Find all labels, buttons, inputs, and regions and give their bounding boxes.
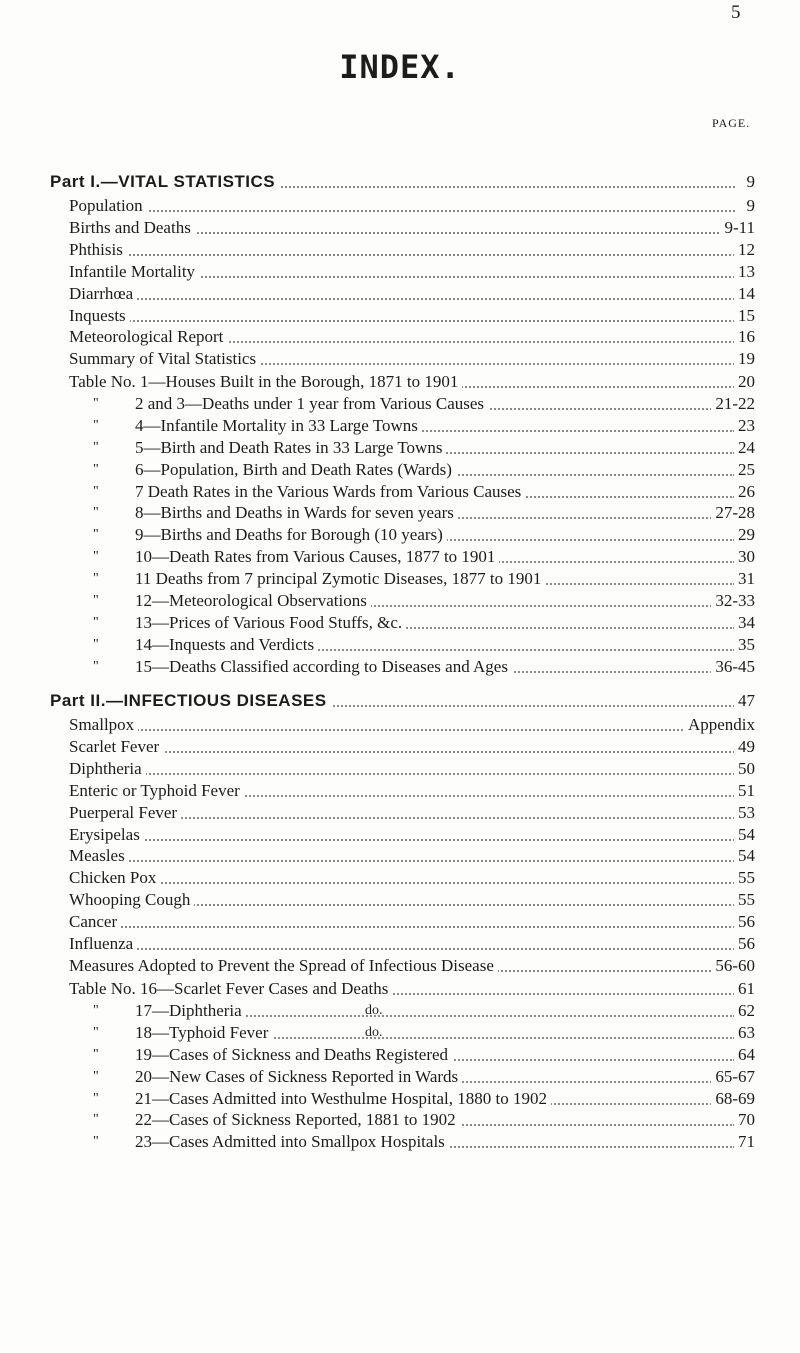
entry-label: Cancer: [69, 911, 121, 933]
entry-page: 36-45: [711, 656, 755, 678]
ditto-mark: ": [93, 417, 99, 433]
ditto-mark: ": [93, 1002, 99, 1018]
ditto-mark: ": [93, 527, 99, 543]
entry-page: 71: [734, 1131, 755, 1153]
entry-label: Whooping Cough: [69, 889, 194, 911]
ditto-mark: ": [93, 1134, 99, 1150]
entry-label: 14—Inquests and Verdicts: [135, 634, 318, 656]
entry-label: 11 Deaths from 7 principal Zymotic Diseases, 1877 to 1901: [135, 568, 545, 590]
entry-label: 15—Deaths Classified according to Diseases and Ages: [135, 656, 512, 678]
entry-page: 9: [743, 195, 756, 217]
page-number: 5: [731, 2, 741, 23]
entry-label: 13—Prices of Various Food Stuffs, &c.: [135, 612, 406, 634]
entry-page: 56: [734, 911, 755, 933]
entry-page: 26: [734, 481, 755, 503]
ditto-mark: ": [93, 571, 99, 587]
entry-label: Diarrhœa: [69, 283, 137, 305]
ditto-text: do.: [365, 1024, 383, 1040]
part-heading: Part I.—VITAL STATISTICS: [50, 171, 279, 193]
entry-page: 56: [734, 933, 755, 955]
index-row: [0, 656, 800, 678]
entry-label: 17—Diphtheria: [135, 1000, 246, 1022]
entry-page: 13: [734, 261, 755, 283]
ditto-mark: ": [93, 549, 99, 565]
ditto-mark: ": [93, 483, 99, 499]
ditto-mark: ": [93, 461, 99, 477]
entry-label: 10—Death Rates from Various Causes, 1877 to 1901: [135, 546, 499, 568]
entry-label: 4—Infantile Mortality in 33 Large Towns: [135, 415, 422, 437]
entry-page: 51: [734, 780, 755, 802]
leader-dots: [69, 300, 735, 322]
entry-label: 22—Cases of Sickness Reported, 1881 to 1902: [135, 1109, 460, 1131]
entry-label: 9—Births and Deaths for Borough (10 years): [135, 524, 447, 546]
entry-page: 16: [734, 326, 755, 348]
entry-page: 27-28: [711, 502, 755, 524]
entry-page: 25: [734, 459, 755, 481]
entry-page: 55: [734, 867, 755, 889]
entry-label: 7 Death Rates in the Various Wards from Various Causes: [135, 481, 525, 503]
entry-page: 15: [734, 305, 755, 327]
part-heading: Part II.—INFECTIOUS DISEASES: [50, 690, 331, 712]
entry-page: 53: [734, 802, 755, 824]
entry-label: Births and Deaths: [69, 217, 195, 239]
entry-label: Diphtheria: [69, 758, 146, 780]
index-row: [0, 1131, 800, 1153]
entry-page: 20: [734, 371, 755, 393]
entry-label: 8—Births and Deaths in Wards for seven years: [135, 502, 458, 524]
entry-label: Smallpox: [69, 714, 138, 736]
entry-page: 12: [734, 239, 755, 261]
entry-page: 14: [734, 283, 755, 305]
entry-page: 31: [734, 568, 755, 590]
entry-page: 9: [743, 171, 756, 193]
ditto-mark: ": [93, 395, 99, 411]
leader-dots: [69, 278, 735, 300]
entry-label: Population: [69, 195, 147, 217]
ditto-mark: ": [93, 636, 99, 652]
entry-page: 9-11: [720, 217, 755, 239]
entry-label: 5—Birth and Death Rates in 33 Large Towns: [135, 437, 446, 459]
entry-label: 6—Population, Birth and Death Rates (Wards): [135, 459, 456, 481]
leader-dots: [69, 731, 735, 753]
page-column-header: PAGE.: [712, 116, 751, 130]
entry-page: 62: [734, 1000, 755, 1022]
ditto-mark: ": [93, 614, 99, 630]
entry-label: Table No. 1—Houses Built in the Borough, 1871 to 1901: [69, 371, 462, 393]
leader-dots: [69, 190, 735, 212]
entry-label: Influenza: [69, 933, 137, 955]
entry-page: 55: [734, 889, 755, 911]
entry-page: 54: [734, 845, 755, 867]
entry-page: 65-67: [711, 1066, 755, 1088]
entry-page: Appendix: [684, 714, 755, 736]
leader-dots: [69, 906, 735, 928]
ditto-mark: ": [93, 505, 99, 521]
entry-page: 23: [734, 415, 755, 437]
ditto-mark: ": [93, 593, 99, 608]
entry-page: 56-60: [711, 955, 755, 977]
entry-label: Measures Adopted to Prevent the Spread of Infectious Disease: [69, 955, 498, 977]
entry-page: 49: [734, 736, 755, 758]
entry-page: 21-22: [711, 393, 755, 415]
entry-label: 2 and 3—Deaths under 1 year from Various Causes: [135, 393, 488, 415]
entry-label: 21—Cases Admitted into Westhulme Hospital, 1880 to 1902: [135, 1088, 551, 1110]
entry-label: Chicken Pox: [69, 867, 160, 889]
leader-dots: [69, 819, 735, 841]
leader-dots: [69, 862, 735, 884]
entry-page: 61: [734, 978, 755, 1000]
page-title: INDEX.: [339, 48, 461, 86]
entry-label: 18—Typhoid Fever: [135, 1022, 272, 1044]
entry-page: 64: [734, 1044, 755, 1066]
ditto-text: do.: [365, 1002, 383, 1018]
entry-label: 20—New Cases of Sickness Reported in Wards: [135, 1066, 462, 1088]
entry-label: 12—Meteorological Observations: [135, 590, 371, 612]
ditto-mark: ": [93, 658, 99, 674]
entry-page: 68-69: [711, 1088, 755, 1110]
entry-label: Scarlet Fever: [69, 736, 163, 758]
entry-label: Table No. 16—Scarlet Fever Cases and Deaths: [69, 978, 392, 1000]
entry-label: Inquests: [69, 305, 130, 327]
entry-label: Meteorological Report: [69, 326, 227, 348]
entry-label: Measles: [69, 845, 129, 867]
entry-label: Infantile Mortality: [69, 261, 199, 283]
leader-dots: [69, 753, 735, 775]
leader-dots: [69, 928, 735, 950]
entry-label: 23—Cases Admitted into Smallpox Hospitals: [135, 1131, 449, 1153]
leader-dots: [69, 840, 735, 862]
ditto-mark: ": [93, 1046, 99, 1062]
entry-label: Puerperal Fever: [69, 802, 181, 824]
ditto-mark: ": [93, 1068, 99, 1084]
entry-page: 30: [734, 546, 755, 568]
entry-label: 19—Cases of Sickness and Deaths Registered: [135, 1044, 452, 1066]
entry-page: 47: [734, 690, 755, 712]
entry-label: Summary of Vital Statistics: [69, 348, 260, 370]
entry-label: Erysipelas: [69, 824, 144, 846]
entry-label: Enteric or Typhoid Fever: [69, 780, 244, 802]
entry-page: 24: [734, 437, 755, 459]
ditto-mark: ": [93, 1090, 99, 1106]
entry-page: 32-33: [711, 590, 755, 612]
entry-page: 54: [734, 824, 755, 846]
ditto-mark: ": [93, 439, 99, 455]
ditto-mark: ": [93, 1024, 99, 1040]
entry-page: 29: [734, 524, 755, 546]
entry-page: 34: [734, 612, 755, 634]
entry-page: 35: [734, 634, 755, 656]
entry-page: 63: [734, 1022, 755, 1044]
leader-dots: [69, 234, 735, 256]
leader-dots: [69, 709, 735, 731]
entry-label: Phthisis: [69, 239, 127, 261]
entry-page: 70: [734, 1109, 755, 1131]
ditto-mark: ": [93, 1112, 99, 1128]
entry-page: 19: [734, 348, 755, 370]
entry-page: 50: [734, 758, 755, 780]
